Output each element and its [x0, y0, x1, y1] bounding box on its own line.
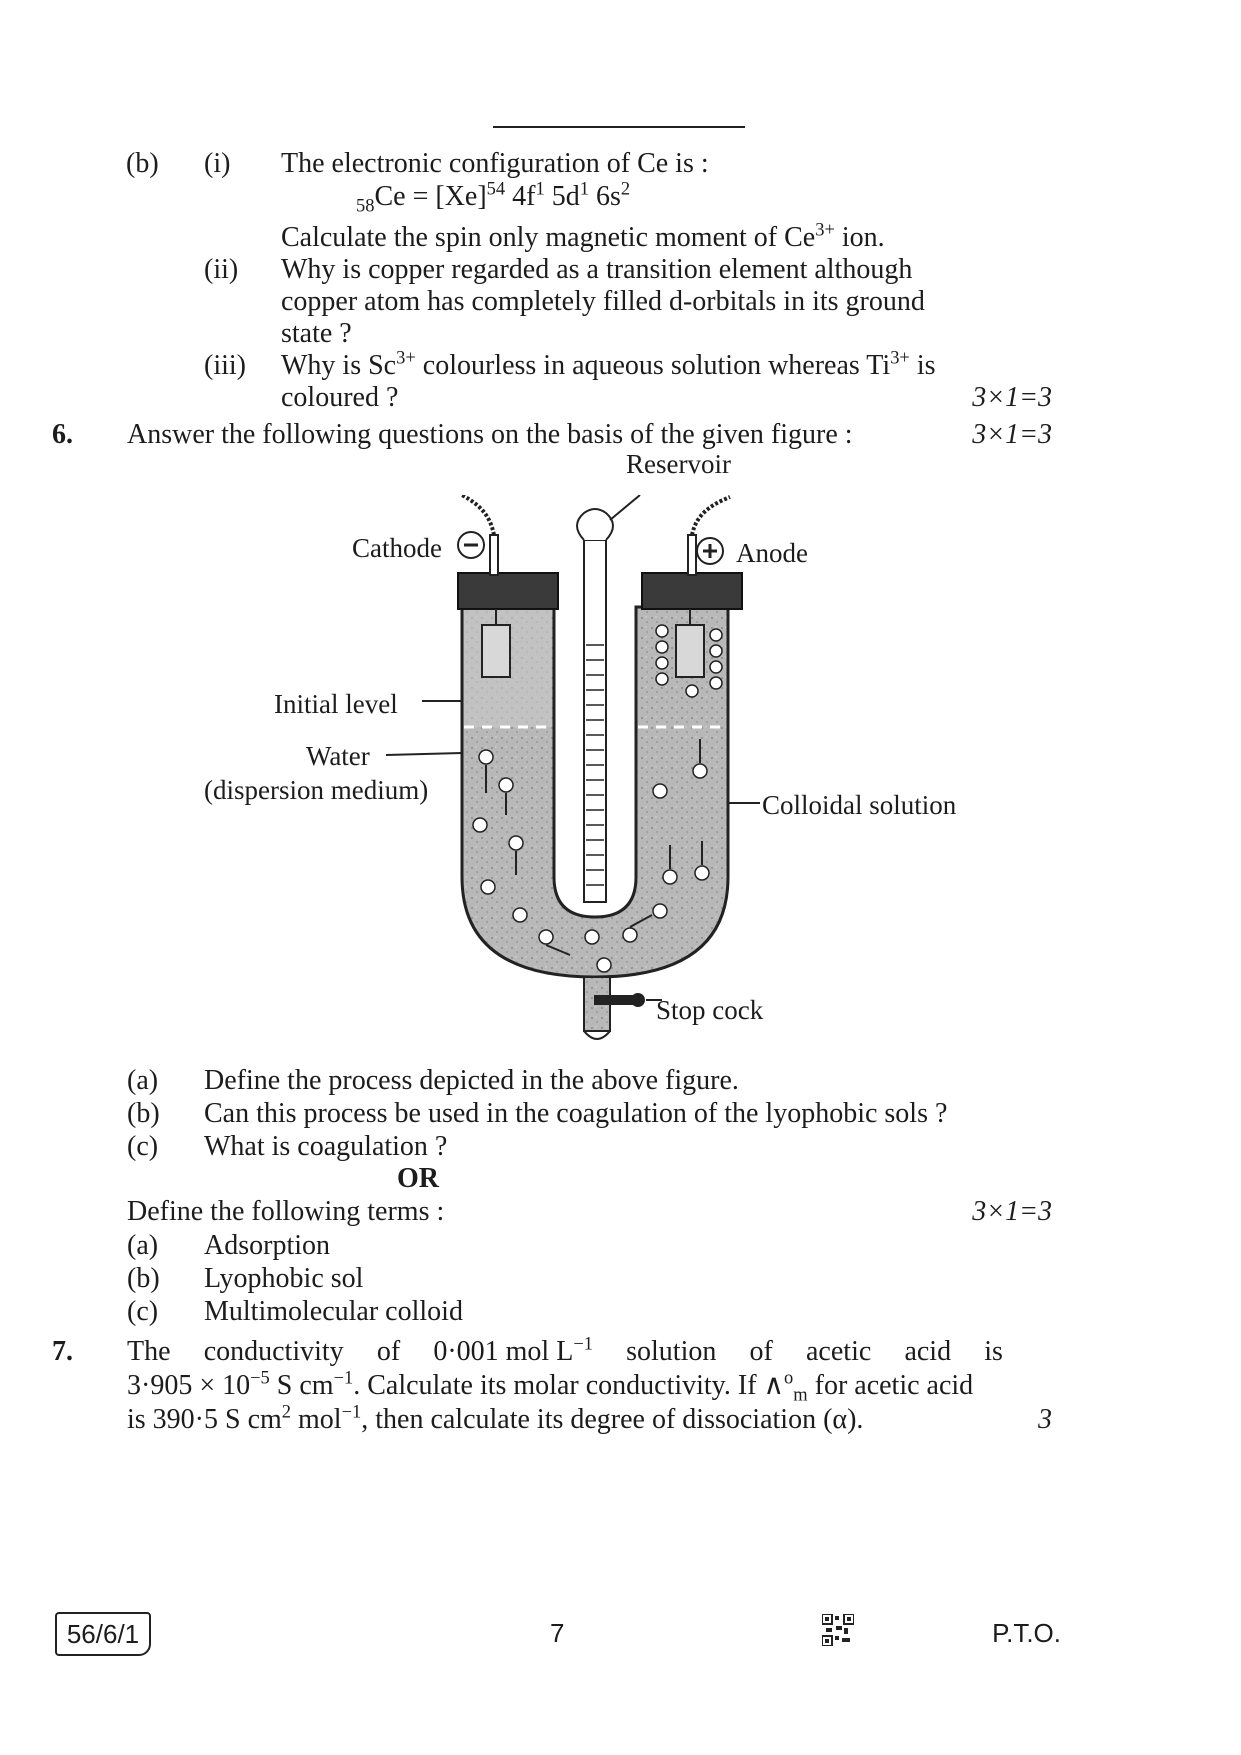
term-c-text: Multimolecular colloid [204, 1296, 463, 1327]
q6-part-a-text: Define the process depicted in the above figure. [204, 1065, 739, 1096]
or-separator: OR [397, 1163, 439, 1194]
stopcock-label: Stop cock [656, 995, 764, 1025]
left-stopper [458, 573, 558, 609]
cathode-label: Cathode [352, 533, 442, 563]
q6-part-c-text: What is coagulation ? [204, 1131, 448, 1162]
water-label: Water [306, 741, 370, 771]
pto-label: P.T.O. [992, 1618, 1061, 1648]
q7-line2: $3\cdot 905 \times 10^{-5}$ S $cm^{-1}$. Calculate its molar conductivity. If ∧$^o_m$ for acetic acid [127, 1367, 974, 1405]
anode-label: Anode [736, 538, 808, 568]
qr-code-icon [822, 1614, 854, 1652]
q6-text: Answer the following questions on the basis of the given figure : [127, 419, 853, 450]
subpart-num-i: (i) [204, 148, 231, 179]
page-number: 7 [550, 1618, 565, 1648]
q5-marks: 3×1=3 [972, 382, 1052, 413]
term-b-label: (b) [127, 1263, 160, 1294]
top-separator-line [493, 126, 745, 128]
term-a-label: (a) [127, 1230, 159, 1261]
subpart-num-ii: (ii) [204, 254, 239, 285]
colloidal-solution-label: Colloidal solution [762, 790, 957, 820]
dispersion-medium-label: (dispersion medium) [204, 775, 429, 805]
q5b-ii-line3: state ? [281, 318, 352, 349]
q5b-iii-line2: coloured ? [281, 382, 399, 413]
q7-line1: The conductivity of 0·001 mol $L^{-1}$ solution of acetic acid is [127, 1333, 1003, 1367]
reservoir-label: Reservoir [626, 449, 731, 479]
q7-marks: 3 [1038, 1404, 1052, 1435]
paper-code: 56/6/1 [55, 1612, 151, 1656]
reservoir-tube [584, 540, 606, 902]
stopcock-handle [594, 995, 634, 1005]
q7-line3: is 390·5 S $cm^2$ mol$^{-1}$, then calculate its degree of dissociation (α). [127, 1401, 864, 1435]
define-terms-marks: 3×1=3 [972, 1196, 1052, 1227]
electrophoresis-figure [200, 449, 1000, 1063]
question-number-7: 7. [52, 1336, 73, 1367]
initial-level-label: Initial level [274, 689, 398, 719]
subpart-num-iii: (iii) [204, 350, 246, 381]
q6-part-c-label: (c) [127, 1131, 159, 1162]
part-label-b: (b) [126, 148, 159, 179]
q6-part-b-text: Can this process be used in the coagulation of the lyophobic sols ? [204, 1098, 948, 1129]
ce-configuration: $_{58}Ce = [Xe]^{54}$ $4f^1$ $5d^1$ $6s^2$ [356, 178, 631, 216]
q5b-i-line3: Calculate the spin only magnetic moment of $Ce^{3+}$ ion. [281, 219, 885, 253]
q6-part-b-label: (b) [127, 1098, 160, 1129]
anode-electrode [676, 625, 704, 677]
q6-part-a-label: (a) [127, 1065, 159, 1096]
q5b-i-line1: The electronic configuration of Ce is : [281, 148, 709, 179]
define-terms-text: Define the following terms : [127, 1196, 445, 1227]
term-a-text: Adsorption [204, 1230, 330, 1261]
right-stopper [642, 573, 742, 609]
q6-marks: 3×1=3 [972, 419, 1052, 450]
term-b-text: Lyophobic sol [204, 1263, 364, 1294]
q5b-ii-line1: Why is copper regarded as a transition element although [281, 254, 913, 285]
cathode-electrode [482, 625, 510, 677]
q5b-iii-line1: Why is $Sc^{3+}$ colourless in aqueous solution whereas $Ti^{3+}$ is [281, 347, 936, 381]
question-number-6: 6. [52, 419, 73, 450]
q5b-ii-line2: copper atom has completely filled d-orbitals in its ground [281, 286, 925, 317]
term-c-label: (c) [127, 1296, 159, 1327]
